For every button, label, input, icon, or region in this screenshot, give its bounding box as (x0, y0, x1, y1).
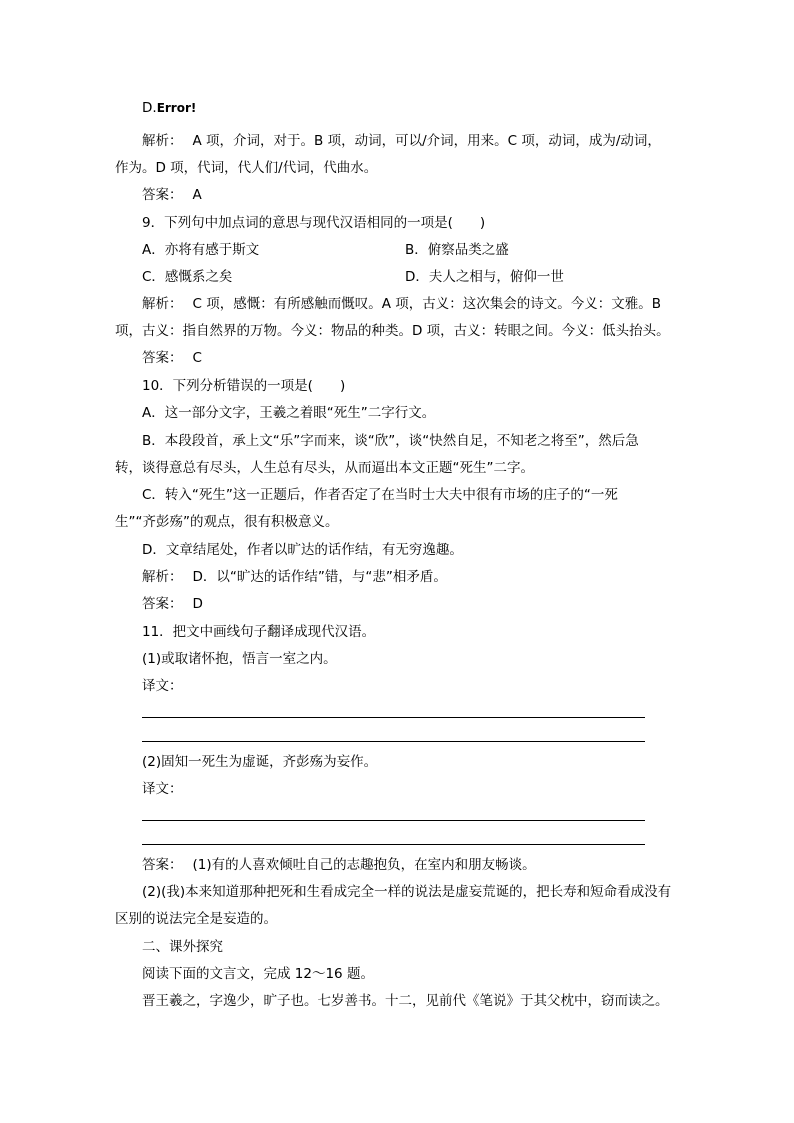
q10-option-c-line2: 生”“齐彭殇”的观点，很有积极意义。 (115, 514, 339, 530)
section-title: 二、课外探究 (142, 939, 223, 955)
answer-value: A (192, 187, 202, 203)
answer-value: C (192, 350, 202, 366)
q10-stem: 10．下列分析错误的一项是( ) (142, 378, 346, 394)
q8-analysis-text1: A 项，介词，对于。B 项，动词，可以/介词，用来。C 项，动词，成为/动词， (192, 133, 661, 149)
q11-answer-1 (142, 852, 536, 879)
q9-analysis-text1: C 项，感慨：有所感触而慨叹。A 项，古义：这次集会的诗文。今义：文雅。B (192, 296, 662, 312)
analysis-label: 解析： (142, 133, 183, 149)
analysis-label: 解析： (142, 296, 183, 312)
q9-option-b: B．俯察品类之盛 (405, 242, 509, 258)
q11-sentence-2: (2)固知一死生为虚诞，齐彭殇为妄作。 (142, 754, 378, 770)
analysis-label: 解析： (142, 569, 183, 585)
answer-label: 答案： (142, 857, 183, 873)
option-d-error-line (142, 95, 196, 122)
q10-option-c-line1: C．转入“死生”这一正题后，作者否定了在当时士大夫中很有市场的庄子的“一死 (142, 487, 618, 503)
q9-option-a: A．亦将有感于斯文 (142, 242, 260, 258)
answer-line (142, 717, 645, 718)
section-instruction: 阅读下面的文言文，完成 12～16 题。 (142, 966, 374, 982)
q9-option-d: D．夫人之相与，俯仰一世 (405, 269, 564, 285)
q11-answer-2-line1: (2)(我)本来知道那种把死和生看成完全一样的说法是虚妄荒诞的，把长寿和短命看成没有 (142, 884, 672, 900)
answer-label: 答案： (142, 350, 183, 366)
q10-option-b-line1: B．本段段首，承上文“乐”字而来，谈“欣”，谈“快然自足，不知老之将至”，然后急 (142, 433, 639, 449)
q10-option-a: A．这一部分文字，王羲之着眼“死生”二字行文。 (142, 405, 436, 421)
answer-line (142, 820, 645, 821)
q9-analysis-line2: 项，古义：指自然界的万物。今义：物品的种类。D 项，古义：转眼之间。今义：低头抬头。 (115, 323, 670, 339)
q11-answer1-text: (1)有的人喜欢倾吐自己的志趣抱负，在室内和朋友畅谈。 (192, 857, 536, 873)
answer-line (142, 741, 645, 742)
q11-sentence-1: (1)或取诸怀抱，悟言一室之内。 (142, 651, 337, 667)
q10-answer (142, 591, 203, 618)
q10-option-d: D．文章结尾处，作者以旷达的话作结，有无穷逸趣。 (142, 542, 463, 558)
passage-first-line: 晋王羲之，字逸少，旷子也。七岁善书。十二，见前代《笔说》于其父枕中，窃而读之。 (142, 993, 669, 1009)
error-text: Error! (156, 101, 197, 115)
answer-value: D (192, 596, 203, 612)
option-d-prefix: D. (142, 100, 157, 116)
translation-label-1: 译文： (142, 678, 183, 694)
q10-analysis (142, 564, 447, 591)
q9-answer (142, 345, 202, 372)
q8-answer (142, 182, 202, 209)
q9-analysis-line1 (142, 291, 661, 318)
q8-analysis-line2: 作为。D 项，代词，代人们/代词，代曲水。 (115, 160, 378, 176)
translation-label-2: 译文： (142, 781, 183, 797)
q9-option-c: C．感慨系之矣 (142, 269, 233, 285)
answer-line (142, 844, 645, 845)
answer-label: 答案： (142, 187, 183, 203)
q9-stem: 9．下列句中加点词的意思与现代汉语相同的一项是( ) (142, 215, 486, 231)
q11-stem: 11．把文中画线句子翻译成现代汉语。 (142, 624, 376, 640)
q9-options-row1 (142, 237, 259, 264)
q8-analysis-line1 (142, 128, 661, 155)
answer-label: 答案： (142, 596, 183, 612)
q11-answer-2-line2: 区别的说法完全是妄造的。 (115, 911, 277, 927)
q10-option-b-line2: 转，谈得意总有尽头，人生总有尽头，从而逼出本文正题“死生”二字。 (115, 460, 534, 476)
q10-analysis-text: D．以“旷达的话作结”错，与“悲”相矛盾。 (192, 569, 447, 585)
